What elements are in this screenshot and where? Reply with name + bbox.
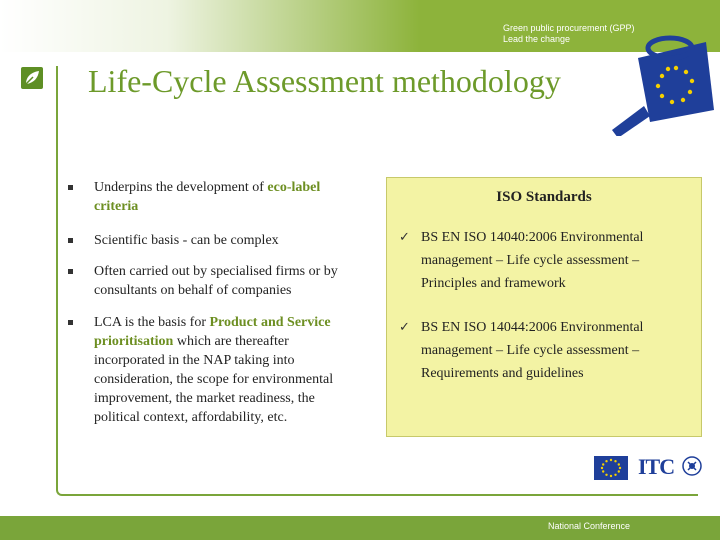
bullet-square-icon bbox=[68, 238, 73, 243]
iso-item-text: BS EN ISO 14040:2006 Environmental management – Life cycle assessment – Principles and framework bbox=[421, 230, 644, 291]
partner-logos bbox=[590, 452, 706, 488]
bullet-item bbox=[66, 313, 346, 427]
leaf-logo-icon bbox=[20, 66, 44, 90]
bullet-list bbox=[66, 178, 346, 427]
bullet-text: Often carried out by specialised firms or by consultants on behalf of companies bbox=[94, 264, 338, 298]
itc-logo: ITC bbox=[638, 454, 675, 479]
iso-title: ISO Standards bbox=[496, 189, 592, 205]
iso-item-text: BS EN ISO 14044:2006 Environmental management – Life cycle assessment – Requirements and guidelines bbox=[421, 320, 644, 381]
iso-item bbox=[399, 226, 691, 295]
bullet-square-icon bbox=[68, 320, 73, 325]
bullet-highlight: Product and Service prioritisation bbox=[94, 315, 331, 349]
header-band-fade bbox=[0, 0, 420, 52]
bullet-item bbox=[66, 262, 346, 300]
ilo-emblem-icon bbox=[682, 456, 702, 476]
page-title: Life-Cycle Assessment methodology bbox=[88, 63, 561, 99]
gpp-line-2: Lead the change bbox=[503, 34, 571, 44]
bullet-highlight: eco-label criteria bbox=[94, 180, 321, 214]
bullet-item bbox=[66, 231, 346, 250]
eu-flag-icon bbox=[594, 456, 628, 480]
bullet-text: LCA is the basis for bbox=[94, 315, 210, 330]
checkmark-icon: ✓ bbox=[399, 320, 410, 335]
bullet-square-icon bbox=[68, 269, 73, 274]
bullet-square-icon bbox=[68, 185, 73, 190]
iso-item bbox=[399, 316, 691, 385]
footer-text: National Conference bbox=[548, 521, 631, 531]
checkmark-icon: ✓ bbox=[399, 230, 410, 245]
bullet-item bbox=[66, 178, 346, 216]
bullet-text: Underpins the development of bbox=[94, 180, 268, 195]
bullet-text-continued: which are thereafter incorporated in the NAP taking into consideration, the scope for environmental improvement, the market readiness, the political context, affordability, etc. bbox=[94, 334, 334, 425]
iso-standards-box bbox=[386, 177, 702, 437]
bullet-text: Scientific basis - can be complex bbox=[94, 233, 279, 248]
gpp-line-1: Green public procurement (GPP) bbox=[503, 23, 635, 33]
